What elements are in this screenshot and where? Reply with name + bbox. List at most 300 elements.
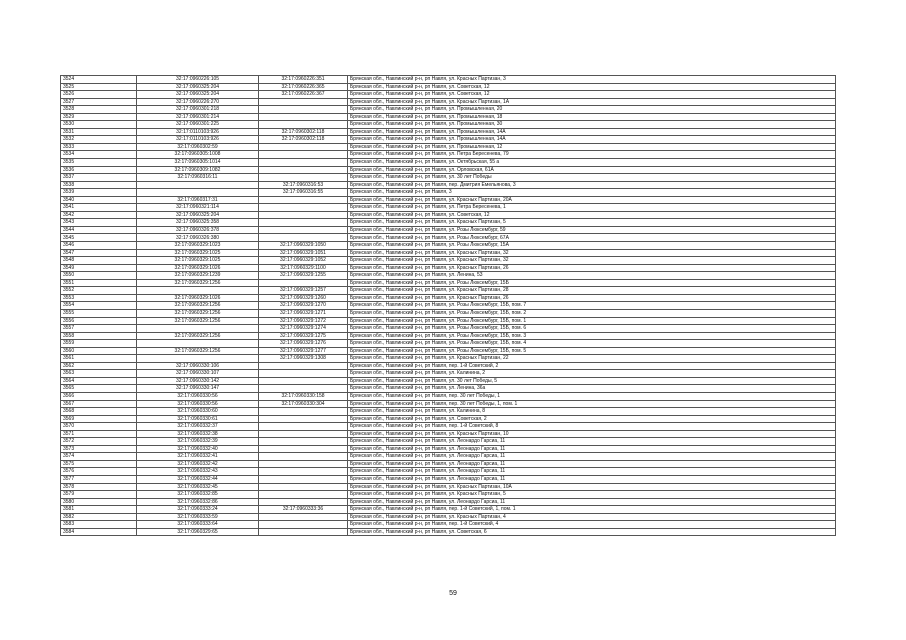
- address-cell: Брянская обл., Навлинский р-н, рп Навля, ул. Розы Люксембург, 15Б: [348, 279, 836, 287]
- land-cadastral-number-cell: 32:17:0960332:39: [137, 438, 259, 446]
- land-cadastral-number-cell: 32:17:0960329:1026: [137, 264, 259, 272]
- page-number: 59: [449, 590, 457, 597]
- land-cadastral-number-cell: 32:17:0960329:1256: [137, 309, 259, 317]
- land-cadastral-number-cell: 32:17:0960333:24: [137, 506, 259, 514]
- row-number-cell: 3583: [61, 521, 137, 529]
- address-cell: Брянская обл., Навлинский р-н, рп Навля, ул. Красных Партизан, 22: [348, 355, 836, 363]
- land-cadastral-number-cell: [137, 355, 259, 363]
- building-cadastral-number-cell: 32:17:0960329:1272: [259, 317, 348, 325]
- land-cadastral-number-cell: 32:17:0960330:56: [137, 392, 259, 400]
- address-cell: Брянская обл., Навлинский р-н, рп Навля, ул. Промышленная, 14А: [348, 128, 836, 136]
- table-row: [61, 460, 836, 468]
- address-cell: Брянская обл., Навлинский р-н, рп Навля, ул. Леонардо Гарсиа, 11: [348, 498, 836, 506]
- building-cadastral-number-cell: [259, 528, 348, 536]
- land-cadastral-number-cell: 32:17:0960330:60: [137, 408, 259, 416]
- address-cell: Брянская обл., Навлинский р-н, рп Навля, ул. Калинина, 8: [348, 408, 836, 416]
- row-number-cell: 3548: [61, 257, 137, 265]
- building-cadastral-number-cell: 32:17:0960302:118: [259, 128, 348, 136]
- table-row: [61, 513, 836, 521]
- land-cadastral-number-cell: 32:17:0960321:114: [137, 204, 259, 212]
- table-row: [61, 491, 836, 499]
- row-number-cell: 3563: [61, 370, 137, 378]
- land-cadastral-number-cell: 32:17:0960330:107: [137, 370, 259, 378]
- building-cadastral-number-cell: [259, 204, 348, 212]
- table-row: [61, 506, 836, 514]
- building-cadastral-number-cell: 32:17:0960329:1050: [259, 242, 348, 250]
- address-cell: Брянская обл., Навлинский р-н, рп Навля, ул. Леонардо Гарсиа, 11: [348, 460, 836, 468]
- address-cell: Брянская обл., Навлинский р-н, рп Навля, ул. Розы Люксембург, 15Б, пом. 5: [348, 347, 836, 355]
- row-number-cell: 3573: [61, 445, 137, 453]
- row-number-cell: 3562: [61, 362, 137, 370]
- address-cell: Брянская обл., Навлинский р-н, рп Навля, ул. Красных Партизан, 26: [348, 294, 836, 302]
- building-cadastral-number-cell: 32:17:0960329:1260: [259, 294, 348, 302]
- table-row: [61, 189, 836, 197]
- table-row: [61, 211, 836, 219]
- table-row: [61, 415, 836, 423]
- row-number-cell: 3531: [61, 128, 137, 136]
- land-cadastral-number-cell: 32:17:0960332:37: [137, 423, 259, 431]
- land-cadastral-number-cell: 32:17:0960329:1256: [137, 332, 259, 340]
- building-cadastral-number-cell: [259, 483, 348, 491]
- row-number-cell: 3532: [61, 136, 137, 144]
- address-cell: Брянская обл., Навлинский р-н, рп Навля, пер. 30 лет Победы, 1, пом. 1: [348, 400, 836, 408]
- land-cadastral-number-cell: 32:17:0960326:380: [137, 234, 259, 242]
- address-cell: Брянская обл., Навлинский р-н, рп Навля, пер. 1-й Советский, 2: [348, 362, 836, 370]
- table-row: [61, 196, 836, 204]
- table-row: [61, 159, 836, 167]
- address-cell: Брянская обл., Навлинский р-н, рп Навля, ул. Розы Люксембург, 15Б, пом. 2: [348, 309, 836, 317]
- land-cadastral-number-cell: 32:17:0110103:926: [137, 128, 259, 136]
- table-row: [61, 332, 836, 340]
- building-cadastral-number-cell: 32:17:0960329:1052: [259, 257, 348, 265]
- row-number-cell: 3539: [61, 189, 137, 197]
- land-cadastral-number-cell: [137, 181, 259, 189]
- building-cadastral-number-cell: [259, 159, 348, 167]
- table-row: [61, 468, 836, 476]
- building-cadastral-number-cell: 32:17:0960226:365: [259, 83, 348, 91]
- land-cadastral-number-cell: 32:17:0960330:61: [137, 415, 259, 423]
- address-cell: Брянская обл., Навлинский р-н, рп Навля, ул. Петра Бересенева, 1: [348, 204, 836, 212]
- building-cadastral-number-cell: [259, 151, 348, 159]
- table-row: [61, 400, 836, 408]
- building-cadastral-number-cell: [259, 211, 348, 219]
- table-row: [61, 325, 836, 333]
- land-cadastral-number-cell: 32:17:0960329:1256: [137, 347, 259, 355]
- building-cadastral-number-cell: [259, 445, 348, 453]
- building-cadastral-number-cell: [259, 362, 348, 370]
- table-row: [61, 151, 836, 159]
- table-row: [61, 106, 836, 114]
- building-cadastral-number-cell: 32:17:0960329:1271: [259, 309, 348, 317]
- table-row: [61, 445, 836, 453]
- row-number-cell: 3535: [61, 159, 137, 167]
- land-cadastral-number-cell: 32:17:0960330:106: [137, 362, 259, 370]
- building-cadastral-number-cell: 32:17:0960226:367: [259, 91, 348, 99]
- table-row: [61, 483, 836, 491]
- land-cadastral-number-cell: 32:17:0960305:1008: [137, 151, 259, 159]
- building-cadastral-number-cell: [259, 113, 348, 121]
- row-number-cell: 3584: [61, 528, 137, 536]
- row-number-cell: 3580: [61, 498, 137, 506]
- row-number-cell: 3569: [61, 415, 137, 423]
- building-cadastral-number-cell: [259, 498, 348, 506]
- row-number-cell: 3540: [61, 196, 137, 204]
- table-row: [61, 234, 836, 242]
- building-cadastral-number-cell: [259, 219, 348, 227]
- land-cadastral-number-cell: 32:17:0960332:41: [137, 453, 259, 461]
- address-cell: Брянская обл., Навлинский р-н, рп Навля, ул. Розы Люксембург, 15Б, пом. 3: [348, 332, 836, 340]
- address-cell: Брянская обл., Навлинский р-н, рп Навля, 3: [348, 189, 836, 197]
- address-cell: Брянская обл., Навлинский р-н, рп Навля, ул. Красных Партизан, 5: [348, 491, 836, 499]
- building-cadastral-number-cell: [259, 279, 348, 287]
- land-cadastral-number-cell: 32:17:0960326:378: [137, 226, 259, 234]
- address-cell: Брянская обл., Навлинский р-н, рп Навля, ул. Красных Партизан, 10А: [348, 483, 836, 491]
- registry-table-body: [61, 76, 836, 536]
- table-row: [61, 219, 836, 227]
- row-number-cell: 3556: [61, 317, 137, 325]
- building-cadastral-number-cell: 32:17:0960329:1275: [259, 332, 348, 340]
- row-number-cell: 3558: [61, 332, 137, 340]
- row-number-cell: 3570: [61, 423, 137, 431]
- land-cadastral-number-cell: 32:17:0960332:86: [137, 498, 259, 506]
- building-cadastral-number-cell: [259, 106, 348, 114]
- row-number-cell: 3571: [61, 430, 137, 438]
- table-row: [61, 370, 836, 378]
- row-number-cell: 3579: [61, 491, 137, 499]
- row-number-cell: 3557: [61, 325, 137, 333]
- land-cadastral-number-cell: 32:17:0960332:85: [137, 491, 259, 499]
- row-number-cell: 3576: [61, 468, 137, 476]
- row-number-cell: 3541: [61, 204, 137, 212]
- row-number-cell: 3559: [61, 340, 137, 348]
- row-number-cell: 3528: [61, 106, 137, 114]
- land-cadastral-number-cell: 32:17:0960301:218: [137, 106, 259, 114]
- table-row: [61, 91, 836, 99]
- building-cadastral-number-cell: [259, 234, 348, 242]
- building-cadastral-number-cell: 32:17:0960226:351: [259, 76, 348, 84]
- address-cell: Брянская обл., Навлинский р-н, рп Навля, ул. Октябрьская, 55 а: [348, 159, 836, 167]
- building-cadastral-number-cell: [259, 174, 348, 182]
- row-number-cell: 3524: [61, 76, 137, 84]
- address-cell: Брянская обл., Навлинский р-н, рп Навля, ул. Орловская, 61А: [348, 166, 836, 174]
- building-cadastral-number-cell: [259, 453, 348, 461]
- row-number-cell: 3546: [61, 242, 137, 250]
- address-cell: Брянская обл., Навлинский р-н, рп Навля, ул. Розы Люксембург, 15Б, пом. 6: [348, 325, 836, 333]
- building-cadastral-number-cell: 32:17:0960333:36: [259, 506, 348, 514]
- row-number-cell: 3533: [61, 143, 137, 151]
- land-cadastral-number-cell: 32:17:0960332:45: [137, 483, 259, 491]
- address-cell: Брянская обл., Навлинский р-н, рп Навля, ул. Красных Партизан, 1А: [348, 98, 836, 106]
- row-number-cell: 3544: [61, 226, 137, 234]
- land-cadastral-number-cell: 32:17:0960309:1082: [137, 166, 259, 174]
- land-cadastral-number-cell: 32:17:0960333:64: [137, 521, 259, 529]
- land-cadastral-number-cell: 32:17:0960329:1026: [137, 294, 259, 302]
- building-cadastral-number-cell: [259, 491, 348, 499]
- address-cell: Брянская обл., Навлинский р-н, рп Навля, ул. Красных Партизан, 32: [348, 257, 836, 265]
- address-cell: Брянская обл., Навлинский р-н, рп Навля, ул. Советская, 6: [348, 528, 836, 536]
- building-cadastral-number-cell: 32:17:0960329:1051: [259, 249, 348, 257]
- land-cadastral-number-cell: 32:17:0960325:204: [137, 83, 259, 91]
- table-row: [61, 309, 836, 317]
- building-cadastral-number-cell: [259, 438, 348, 446]
- table-row: [61, 249, 836, 257]
- address-cell: Брянская обл., Навлинский р-н, рп Навля, ул. Красных Партизан, 20А: [348, 196, 836, 204]
- address-cell: Брянская обл., Навлинский р-н, рп Навля, пер. 30 лет Победы, 1: [348, 392, 836, 400]
- land-cadastral-number-cell: 32:17:0960316:11: [137, 174, 259, 182]
- row-number-cell: 3536: [61, 166, 137, 174]
- row-number-cell: 3530: [61, 121, 137, 129]
- registry-table: [60, 75, 836, 536]
- table-row: [61, 181, 836, 189]
- row-number-cell: 3574: [61, 453, 137, 461]
- address-cell: Брянская обл., Навлинский р-н, рп Навля, ул. Розы Люксембург, 67А: [348, 234, 836, 242]
- table-row: [61, 264, 836, 272]
- table-row: [61, 83, 836, 91]
- table-row: [61, 377, 836, 385]
- address-cell: Брянская обл., Навлинский р-н, рп Навля, ул. 30 лет Победы: [348, 174, 836, 182]
- building-cadastral-number-cell: [259, 196, 348, 204]
- land-cadastral-number-cell: 32:17:0960317:31: [137, 196, 259, 204]
- address-cell: Брянская обл., Навлинский р-н, рп Навля, ул. Советская, 12: [348, 83, 836, 91]
- table-row: [61, 76, 836, 84]
- land-cadastral-number-cell: 32:17:0960330:142: [137, 377, 259, 385]
- land-cadastral-number-cell: 32:17:0960325:204: [137, 211, 259, 219]
- row-number-cell: 3582: [61, 513, 137, 521]
- table-row: [61, 475, 836, 483]
- table-row: [61, 355, 836, 363]
- land-cadastral-number-cell: 32:17:0960329:1256: [137, 317, 259, 325]
- land-cadastral-number-cell: 32:17:0960332:40: [137, 445, 259, 453]
- table-row: [61, 317, 836, 325]
- land-cadastral-number-cell: 32:17:0960226:105: [137, 76, 259, 84]
- address-cell: Брянская обл., Навлинский р-н, рп Навля, ул. Красных Партизан, 4: [348, 513, 836, 521]
- land-cadastral-number-cell: 32:17:0960329:1239: [137, 272, 259, 280]
- table-row: [61, 340, 836, 348]
- land-cadastral-number-cell: 32:17:0960332:42: [137, 460, 259, 468]
- building-cadastral-number-cell: 32:17:0960330:304: [259, 400, 348, 408]
- land-cadastral-number-cell: 32:17:0960329:1256: [137, 279, 259, 287]
- address-cell: Брянская обл., Навлинский р-н, рп Навля, ул. Советская, 12: [348, 91, 836, 99]
- table-row: [61, 257, 836, 265]
- address-cell: Брянская обл., Навлинский р-н, рп Навля, ул. Красных Партизан, 32: [348, 249, 836, 257]
- table-row: [61, 408, 836, 416]
- land-cadastral-number-cell: 32:17:0960332:44: [137, 475, 259, 483]
- address-cell: Брянская обл., Навлинский р-н, рп Навля, ул. Промышленная, 30: [348, 121, 836, 129]
- address-cell: Брянская обл., Навлинский р-н, рп Навля, ул. Розы Люксембург, 59: [348, 226, 836, 234]
- building-cadastral-number-cell: 32:17:0960329:1100: [259, 264, 348, 272]
- row-number-cell: 3542: [61, 211, 137, 219]
- address-cell: Брянская обл., Навлинский р-н, рп Навля, пер. 1-й Советский, 1, пом. 1: [348, 506, 836, 514]
- land-cadastral-number-cell: 32:17:0960302:59: [137, 143, 259, 151]
- land-cadastral-number-cell: [137, 287, 259, 295]
- building-cadastral-number-cell: 32:17:0960329:1277: [259, 347, 348, 355]
- land-cadastral-number-cell: 32:17:0960333:59: [137, 513, 259, 521]
- address-cell: Брянская обл., Навлинский р-н, рп Навля, ул. Красных Партизан, 28: [348, 287, 836, 295]
- land-cadastral-number-cell: 32:17:0960226:270: [137, 98, 259, 106]
- land-cadastral-number-cell: 32:17:0960332:38: [137, 430, 259, 438]
- address-cell: Брянская обл., Навлинский р-н, рп Навля, ул. Промышленная, 18: [348, 113, 836, 121]
- row-number-cell: 3527: [61, 98, 137, 106]
- building-cadastral-number-cell: [259, 226, 348, 234]
- table-row: [61, 453, 836, 461]
- table-row: [61, 204, 836, 212]
- land-cadastral-number-cell: 32:17:0960329:65: [137, 528, 259, 536]
- building-cadastral-number-cell: [259, 430, 348, 438]
- land-cadastral-number-cell: 32:17:0960332:43: [137, 468, 259, 476]
- row-number-cell: 3575: [61, 460, 137, 468]
- land-cadastral-number-cell: 32:17:0960301:214: [137, 113, 259, 121]
- table-row: [61, 121, 836, 129]
- table-row: [61, 528, 836, 536]
- address-cell: Брянская обл., Навлинский р-н, рп Навля, ул. Леонардо Гарсиа, 11: [348, 475, 836, 483]
- row-number-cell: 3554: [61, 302, 137, 310]
- table-row: [61, 385, 836, 393]
- row-number-cell: 3550: [61, 272, 137, 280]
- table-row: [61, 143, 836, 151]
- table-row: [61, 128, 836, 136]
- land-cadastral-number-cell: 32:17:0960325:358: [137, 219, 259, 227]
- row-number-cell: 3538: [61, 181, 137, 189]
- address-cell: Брянская обл., Навлинский р-н, рп Навля, ул. Советская, 2: [348, 415, 836, 423]
- building-cadastral-number-cell: 32:17:0960329:1276: [259, 340, 348, 348]
- address-cell: Брянская обл., Навлинский р-н, рп Навля, ул. Петра Бересенева, 79: [348, 151, 836, 159]
- building-cadastral-number-cell: [259, 370, 348, 378]
- building-cadastral-number-cell: [259, 513, 348, 521]
- row-number-cell: 3529: [61, 113, 137, 121]
- row-number-cell: 3572: [61, 438, 137, 446]
- address-cell: Брянская обл., Навлинский р-н, рп Навля, пер. Дмитрия Емельянова, 3: [348, 181, 836, 189]
- table-row: [61, 521, 836, 529]
- table-row: [61, 347, 836, 355]
- table-row: [61, 294, 836, 302]
- row-number-cell: 3567: [61, 400, 137, 408]
- building-cadastral-number-cell: [259, 385, 348, 393]
- building-cadastral-number-cell: [259, 408, 348, 416]
- row-number-cell: 3526: [61, 91, 137, 99]
- address-cell: Брянская обл., Навлинский р-н, рп Навля, ул. Промышленная, 14А: [348, 136, 836, 144]
- row-number-cell: 3547: [61, 249, 137, 257]
- row-number-cell: 3561: [61, 355, 137, 363]
- table-row: [61, 113, 836, 121]
- table-row: [61, 430, 836, 438]
- land-cadastral-number-cell: 32:17:0960330:56: [137, 400, 259, 408]
- row-number-cell: 3543: [61, 219, 137, 227]
- row-number-cell: 3545: [61, 234, 137, 242]
- address-cell: Брянская обл., Навлинский р-н, рп Навля, ул. Розы Люксембург, 15Б, пом. 7: [348, 302, 836, 310]
- address-cell: Брянская обл., Навлинский р-н, рп Навля, ул. Калинина, 2: [348, 370, 836, 378]
- address-cell: Брянская обл., Навлинский р-н, рп Навля, ул. Розы Люксембург, 15Б, пом. 4: [348, 340, 836, 348]
- address-cell: Брянская обл., Навлинский р-н, рп Навля, ул. Советская, 12: [348, 211, 836, 219]
- building-cadastral-number-cell: 32:17:0960329:1255: [259, 272, 348, 280]
- row-number-cell: 3560: [61, 347, 137, 355]
- building-cadastral-number-cell: [259, 521, 348, 529]
- table-row: [61, 174, 836, 182]
- row-number-cell: 3578: [61, 483, 137, 491]
- building-cadastral-number-cell: [259, 460, 348, 468]
- address-cell: Брянская обл., Навлинский р-н, рп Навля, ул. Ленина, 53: [348, 272, 836, 280]
- building-cadastral-number-cell: [259, 121, 348, 129]
- building-cadastral-number-cell: [259, 475, 348, 483]
- row-number-cell: 3537: [61, 174, 137, 182]
- row-number-cell: 3566: [61, 392, 137, 400]
- address-cell: Брянская обл., Навлинский р-н, рп Навля, пер. 1-й Советский, 4: [348, 521, 836, 529]
- land-cadastral-number-cell: 32:17:0960301:225: [137, 121, 259, 129]
- table-row: [61, 242, 836, 250]
- land-cadastral-number-cell: [137, 189, 259, 197]
- building-cadastral-number-cell: [259, 143, 348, 151]
- row-number-cell: 3553: [61, 294, 137, 302]
- row-number-cell: 3534: [61, 151, 137, 159]
- land-cadastral-number-cell: 32:17:0960329:1256: [137, 302, 259, 310]
- table-row: [61, 166, 836, 174]
- building-cadastral-number-cell: 32:17:0960329:1257: [259, 287, 348, 295]
- row-number-cell: 3549: [61, 264, 137, 272]
- land-cadastral-number-cell: 32:17:0960329:1025: [137, 249, 259, 257]
- table-row: [61, 272, 836, 280]
- address-cell: Брянская обл., Навлинский р-н, рп Навля, ул. Промышленная, 12: [348, 143, 836, 151]
- table-row: [61, 438, 836, 446]
- row-number-cell: 3581: [61, 506, 137, 514]
- land-cadastral-number-cell: 32:17:0960329:1025: [137, 257, 259, 265]
- address-cell: Брянская обл., Навлинский р-н, рп Навля, ул. Ленина, 36а: [348, 385, 836, 393]
- land-cadastral-number-cell: 32:17:0960330:147: [137, 385, 259, 393]
- row-number-cell: 3555: [61, 309, 137, 317]
- table-row: [61, 302, 836, 310]
- building-cadastral-number-cell: [259, 415, 348, 423]
- row-number-cell: 3564: [61, 377, 137, 385]
- address-cell: Брянская обл., Навлинский р-н, рп Навля, ул. Красных Партизан, 10: [348, 430, 836, 438]
- table-row: [61, 136, 836, 144]
- address-cell: Брянская обл., Навлинский р-н, рп Навля, ул. Промышленная, 20: [348, 106, 836, 114]
- address-cell: Брянская обл., Навлинский р-н, рп Навля, пер. 1-й Советский, 8: [348, 423, 836, 431]
- land-cadastral-number-cell: [137, 325, 259, 333]
- address-cell: Брянская обл., Навлинский р-н, рп Навля, ул. Красных Партизан, 5: [348, 219, 836, 227]
- address-cell: Брянская обл., Навлинский р-н, рп Навля, ул. Розы Люксембург, 15А: [348, 242, 836, 250]
- address-cell: Брянская обл., Навлинский р-н, рп Навля, ул. Розы Люксембург, 15Б, пом. 1: [348, 317, 836, 325]
- address-cell: Брянская обл., Навлинский р-н, рп Навля, ул. Леонардо Гарсиа, 11: [348, 438, 836, 446]
- building-cadastral-number-cell: 32:17:0960329:1274: [259, 325, 348, 333]
- table-row: [61, 98, 836, 106]
- address-cell: Брянская обл., Навлинский р-н, рп Навля, ул. 30 лет Победы, 5: [348, 377, 836, 385]
- building-cadastral-number-cell: 32:17:0960316:55: [259, 189, 348, 197]
- row-number-cell: 3551: [61, 279, 137, 287]
- building-cadastral-number-cell: [259, 468, 348, 476]
- address-cell: Брянская обл., Навлинский р-н, рп Навля, ул. Леонардо Гарсиа, 11: [348, 453, 836, 461]
- table-row: [61, 362, 836, 370]
- building-cadastral-number-cell: 32:17:0960302:118: [259, 136, 348, 144]
- address-cell: Брянская обл., Навлинский р-н, рп Навля, ул. Леонардо Гарсиа, 11: [348, 468, 836, 476]
- building-cadastral-number-cell: 32:17:0960330:158: [259, 392, 348, 400]
- land-cadastral-number-cell: 32:17:0960325:204: [137, 91, 259, 99]
- row-number-cell: 3568: [61, 408, 137, 416]
- building-cadastral-number-cell: 32:17:0960329:1270: [259, 302, 348, 310]
- table-row: [61, 279, 836, 287]
- table-row: [61, 498, 836, 506]
- address-cell: Брянская обл., Навлинский р-н, рп Навля, ул. Леонардо Гарсиа, 11: [348, 445, 836, 453]
- row-number-cell: 3525: [61, 83, 137, 91]
- building-cadastral-number-cell: [259, 166, 348, 174]
- land-cadastral-number-cell: 32:17:0960305:1014: [137, 159, 259, 167]
- land-cadastral-number-cell: [137, 340, 259, 348]
- table-row: [61, 226, 836, 234]
- building-cadastral-number-cell: [259, 98, 348, 106]
- building-cadastral-number-cell: 32:17:0960329:1308: [259, 355, 348, 363]
- table-row: [61, 287, 836, 295]
- row-number-cell: 3565: [61, 385, 137, 393]
- table-row: [61, 423, 836, 431]
- address-cell: Брянская обл., Навлинский р-н, рп Навля, ул. Красных Партизан, 26: [348, 264, 836, 272]
- row-number-cell: 3577: [61, 475, 137, 483]
